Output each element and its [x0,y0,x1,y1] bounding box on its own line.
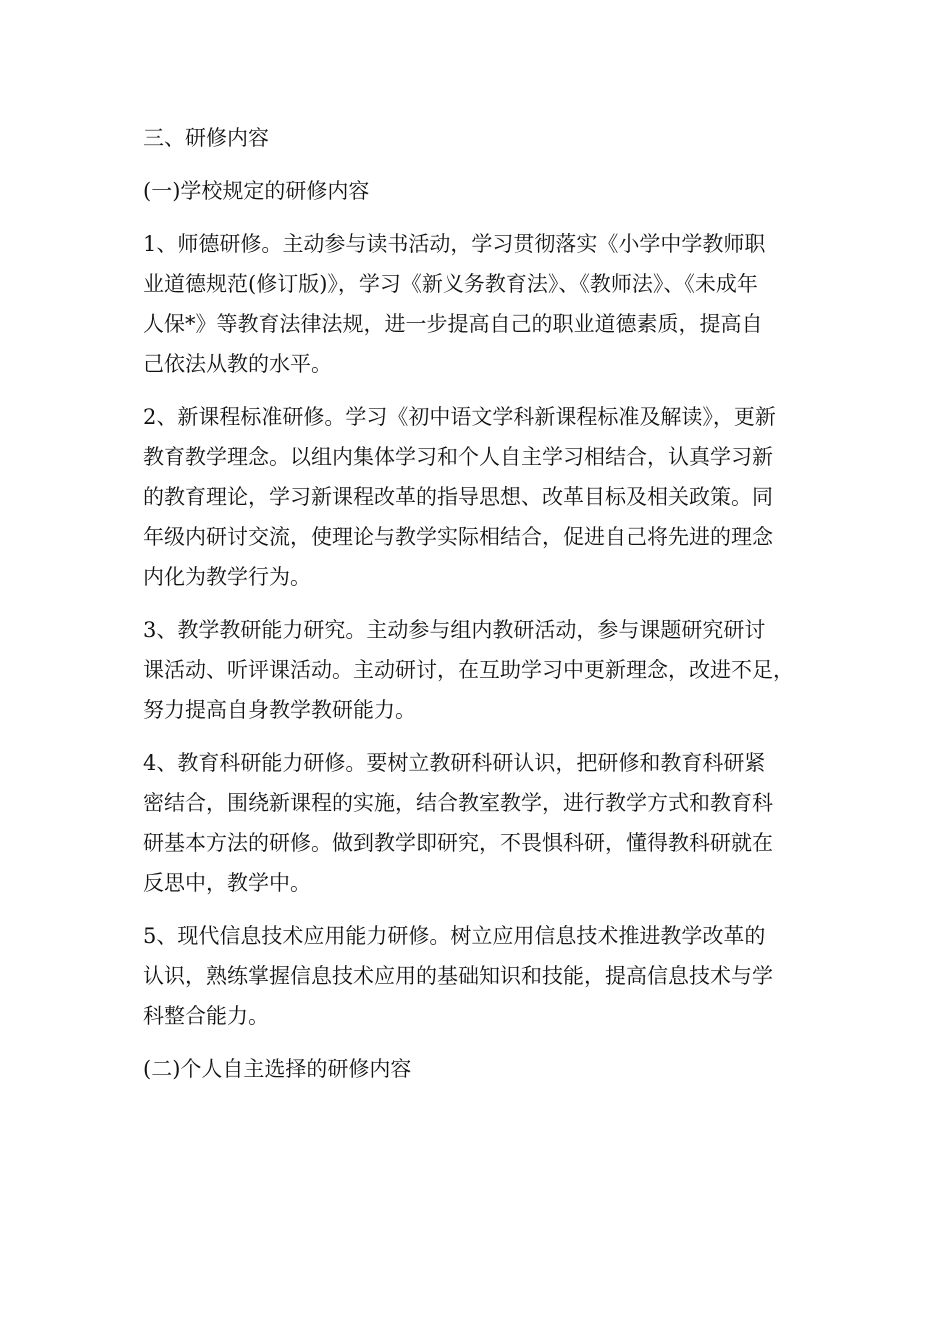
paragraph-information-technology [143,916,808,1036]
paragraph-line: 人保*》等教育法律法规，进一步提高自己的职业道德素质，提高自 [143,312,763,336]
section-heading-text: 三、研修内容 [143,126,269,150]
paragraph-line: 年级内研讨交流，使理论与教学实际相结合，促进自己将先进的理念 [143,525,773,549]
paragraph-curriculum-standard [143,397,808,597]
document-body [143,118,808,1102]
paragraph-line: 5、现代信息技术应用能力研修。树立应用信息技术推进教学改革的 [143,924,766,948]
paragraph-ethics-training [143,224,808,384]
paragraph-line: 反思中，教学中。 [143,871,311,895]
paragraph-line: 研基本方法的研修。做到教学即研究，不畏惧科研，懂得教科研就在 [143,831,773,855]
paragraph-teaching-research [143,610,808,730]
paragraph-line: 3、教学教研能力研究。主动参与组内教研活动，参与课题研究研讨 [143,618,766,642]
paragraph-line: 课活动、听评课活动。主动研讨，在互助学习中更新理念，改进不足， [143,658,794,682]
paragraph-line: 1、师德研修。主动参与读书活动，学习贯彻落实《小学中学教师职 [143,232,766,256]
paragraph-line: 内化为教学行为。 [143,565,311,589]
paragraph-line: 密结合，围绕新课程的实施，结合教室教学，进行教学方式和教育科 [143,791,773,815]
paragraph-line: 己依法从教的水平。 [143,352,332,376]
subheading-school-content [143,171,808,211]
paragraph-scientific-research [143,743,808,903]
subheading-personal-content [143,1049,808,1089]
paragraph-line: 科整合能力。 [143,1004,269,1028]
paragraph-line: 4、教育科研能力研修。要树立教研科研认识，把研修和教育科研紧 [143,751,766,775]
paragraph-line: 业道德规范(修订版)》，学习《新义务教育法》、《教师法》、《未成年 [143,272,758,296]
paragraph-line: 认识，熟练掌握信息技术应用的基础知识和技能，提高信息技术与学 [143,964,773,988]
subheading-text: (一)学校规定的研修内容 [143,179,370,203]
subheading-text: (二)个人自主选择的研修内容 [143,1057,412,1081]
paragraph-line: 努力提高自身教学教研能力。 [143,698,416,722]
paragraph-line: 教育教学理念。以组内集体学习和个人自主学习相结合，认真学习新 [143,445,773,469]
paragraph-line: 2、新课程标准研修。学习《初中语文学科新课程标准及解读》，更新 [143,405,776,429]
section-heading [143,118,808,158]
paragraph-line: 的教育理论，学习新课程改革的指导思想、改革目标及相关政策。同 [143,485,773,509]
